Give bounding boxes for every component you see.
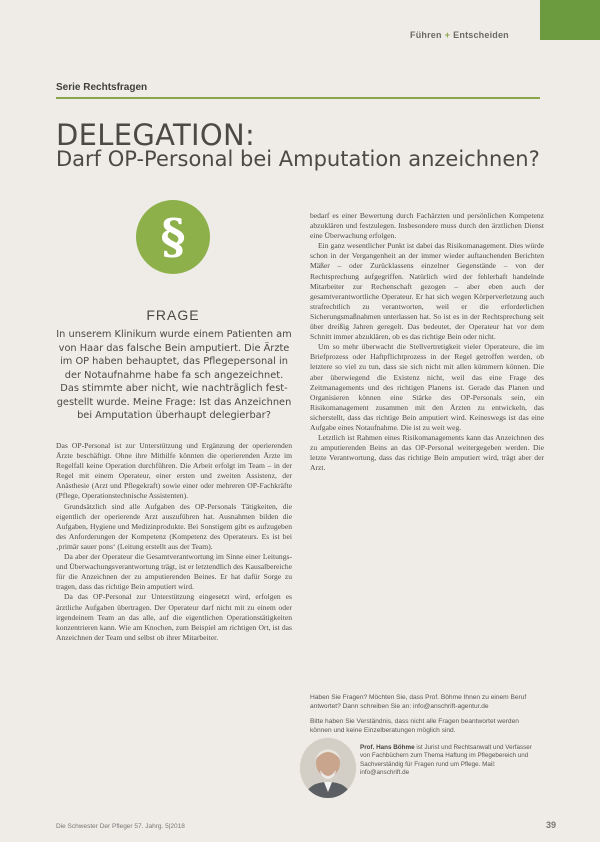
body-paragraph: Letztlich ist Rahmen eines Risikomanagements kann das Anzeichnen des zu amputierenden Beins an das OP-Personal weitergegeben werden. Die letzte Verantwortung, dass das richtige Bein amputiert wird, trägt aber der Arzt. bbox=[310, 433, 544, 473]
question-text: In unserem Klinikum wurde einem Patienten am von Haar das falsche Bein amputiert. Die Ärzte im OP haben behauptet, das Pflegepersonal in der Notaufnahme habe fa sch angezeichnet. Das stimmte aber nicht, wie nachträglich fest- gestellt wurde. Meine Frage: Ist das Anzeichnen bei Amputation überhaupt delegierbar? bbox=[56, 329, 292, 422]
section-name: Führen bbox=[410, 30, 442, 40]
series-label: Serie Rechtsfragen bbox=[56, 82, 148, 93]
author-description: ist Jurist und Rechtsanwalt und Verfasser von Fachbüchern zum Thema Haftung im Pflegebereich und Sachverständig für Fragen rund um Pflege. bbox=[360, 744, 532, 768]
body-paragraph: Da aber der Operateur die Gesamtverantwortung im Sinne einer Leitungs- und Überwachungsverantwortung trägt, ist er letztendlich des Kausalbereiche für die Anzeichnen der zu amputierenden Beines. Er hat dafür Sorge zu tragen, dass das richtige Bein amputiert wird. bbox=[56, 552, 292, 592]
reader-info-text: Haben Sie Fragen? Möchten Sie, dass Prof. Böhme Ihnen zu einem Beruf antwortet? Dann schreiben Sie an: info@anschrift-agentur.de bbox=[310, 694, 527, 710]
article-title-line2: Darf OP-Personal bei Amputation anzeichnen? bbox=[56, 147, 540, 171]
article-title-line1: DELEGATION: bbox=[56, 118, 256, 152]
author-name: Prof. Hans Böhme bbox=[360, 744, 415, 751]
body-paragraph: Ein ganz wesentlicher Punkt ist dabei das Risikomanagement. Dies würde schon in der Vergangenheit an der immer wieder auftauchenden Berichten Mäßer – oder Zurücklassens einzelner Gegenstände – von der Rechtsprechung aufgegriffen. Natürlich wird der fehlerhaft handelnde Mitarbeiter zur Rechenschaft gezogen – aber eben auch der gesamtverantwortliche Operateur. Er hat sich wegen Körperverletzung auch strafrechtlich zu verantworten, weil er die erforderlichen Sicherungsmaßnahmen unterlassen hat. So ist es in der Rechtsprechung seit über dreißig Jahren geregelt. Das bedeutet, der Operateur hat vor dem Schnitt immer abzuklären, ob es das richtige Bein oder nicht. bbox=[310, 241, 544, 342]
section-separator: + bbox=[444, 30, 451, 40]
subsection-name: Entscheiden bbox=[453, 30, 509, 40]
reader-info-box bbox=[310, 694, 540, 742]
question-label: FRAGE bbox=[146, 307, 200, 323]
body-paragraph: Um so mehr überwacht die Stellvertretigkeit vieler Operateure, die im Briefprozess oder Haftpflichtprozess in der Regel getroffen werden, ob letztere so viel zu tun, dass sie sich nicht mit allen kümmern können. Die aber überwiegend die Existenz nicht, weil das eine Frage des Zeitmanagements und des richtigen Planens ist. Gerade das Planen und Organisieren können eine Stärke des OP-Personals sein, ein Risikomanagement zusammen mit den Ärzten zu entwickeln, das sicherstellt, dass das richtige Bein amputiert wird. Keineswegs ist das eine Aufgabe eines Notaufnahme. Die ist zu weit weg. bbox=[310, 342, 544, 432]
page-number: 39 bbox=[546, 820, 557, 830]
body-paragraph: bedarf es einer Bewertung durch Fachärzten und persönlichen Kompetenz abzuklären und festzulegen. Insbesondere muss durch den ärztlichen Dienst eine Überwachung erfolgen. bbox=[310, 211, 544, 241]
body-paragraph: Da das OP-Personal zur Unterstützung eingesetzt wird, erfolgen es ärztliche Aufgaben übertragen. Der Operateur darf nicht mit zu einem oder irgendeinem Team an das alle, auf die eigentlichen Operationstätigkeiten konzentrieren kann. Wie am Knochen, zum Beispiel am richtigen Ort, ist das Anzeichnen der Team und selbst ob ihrer Mitarbeiter. bbox=[56, 592, 292, 642]
header-color-tab bbox=[540, 0, 600, 40]
section-header bbox=[410, 30, 509, 40]
article-right-column bbox=[310, 211, 544, 473]
body-paragraph: Grundsätzlich sind alle Aufgaben des OP-Personals Tätigkeiten, die eigentlich der operierende Arzt auszuführen hat. Ausnahmen bilden die Aufgaben, Hygiene und Medizinprodukte. Bei Sonstigem gibt es aufzugeben des Anforderungen der Kompetenz (Kompetenz des Operateurs. Es ist bei ‚primär sauer pons‘ (Leitung erstellt aus der Team). bbox=[56, 501, 292, 551]
author-contact: Mail: info@anschrift.de bbox=[360, 760, 496, 776]
author-portrait-icon bbox=[300, 738, 356, 798]
author-bio bbox=[360, 744, 540, 777]
title-divider bbox=[56, 97, 540, 99]
author-avatar bbox=[300, 738, 356, 798]
paragraph-symbol-icon: § bbox=[136, 200, 210, 274]
footer-publication: Die Schwester Der Pfleger 57. Jahrg. 5|2018 bbox=[56, 823, 185, 830]
reader-info-note: Bitte haben Sie Verständnis, dass nicht alle Fragen beantwortet werden können und keine Einzelberatungen möglich sind. bbox=[310, 717, 519, 734]
article-left-column bbox=[56, 441, 292, 643]
body-paragraph: Das OP-Personal ist zur Unterstützung und Ergänzung der operierenden Ärzte beschäftigt. Ohne ihre Mithilfe könnten die operierenden Ärzte im Regelfall keine Operation durchführen. Die Arbeit erfolgt im Team – in der Regel mit einem Operateur, einer ersten und zweiten Assistenz, der Anästhesie (Arzt und Pflegekraft) sowie einer oder mehreren OP-Fachkräfte (Pflege, Operationstechnische Assistenten). bbox=[56, 441, 292, 501]
